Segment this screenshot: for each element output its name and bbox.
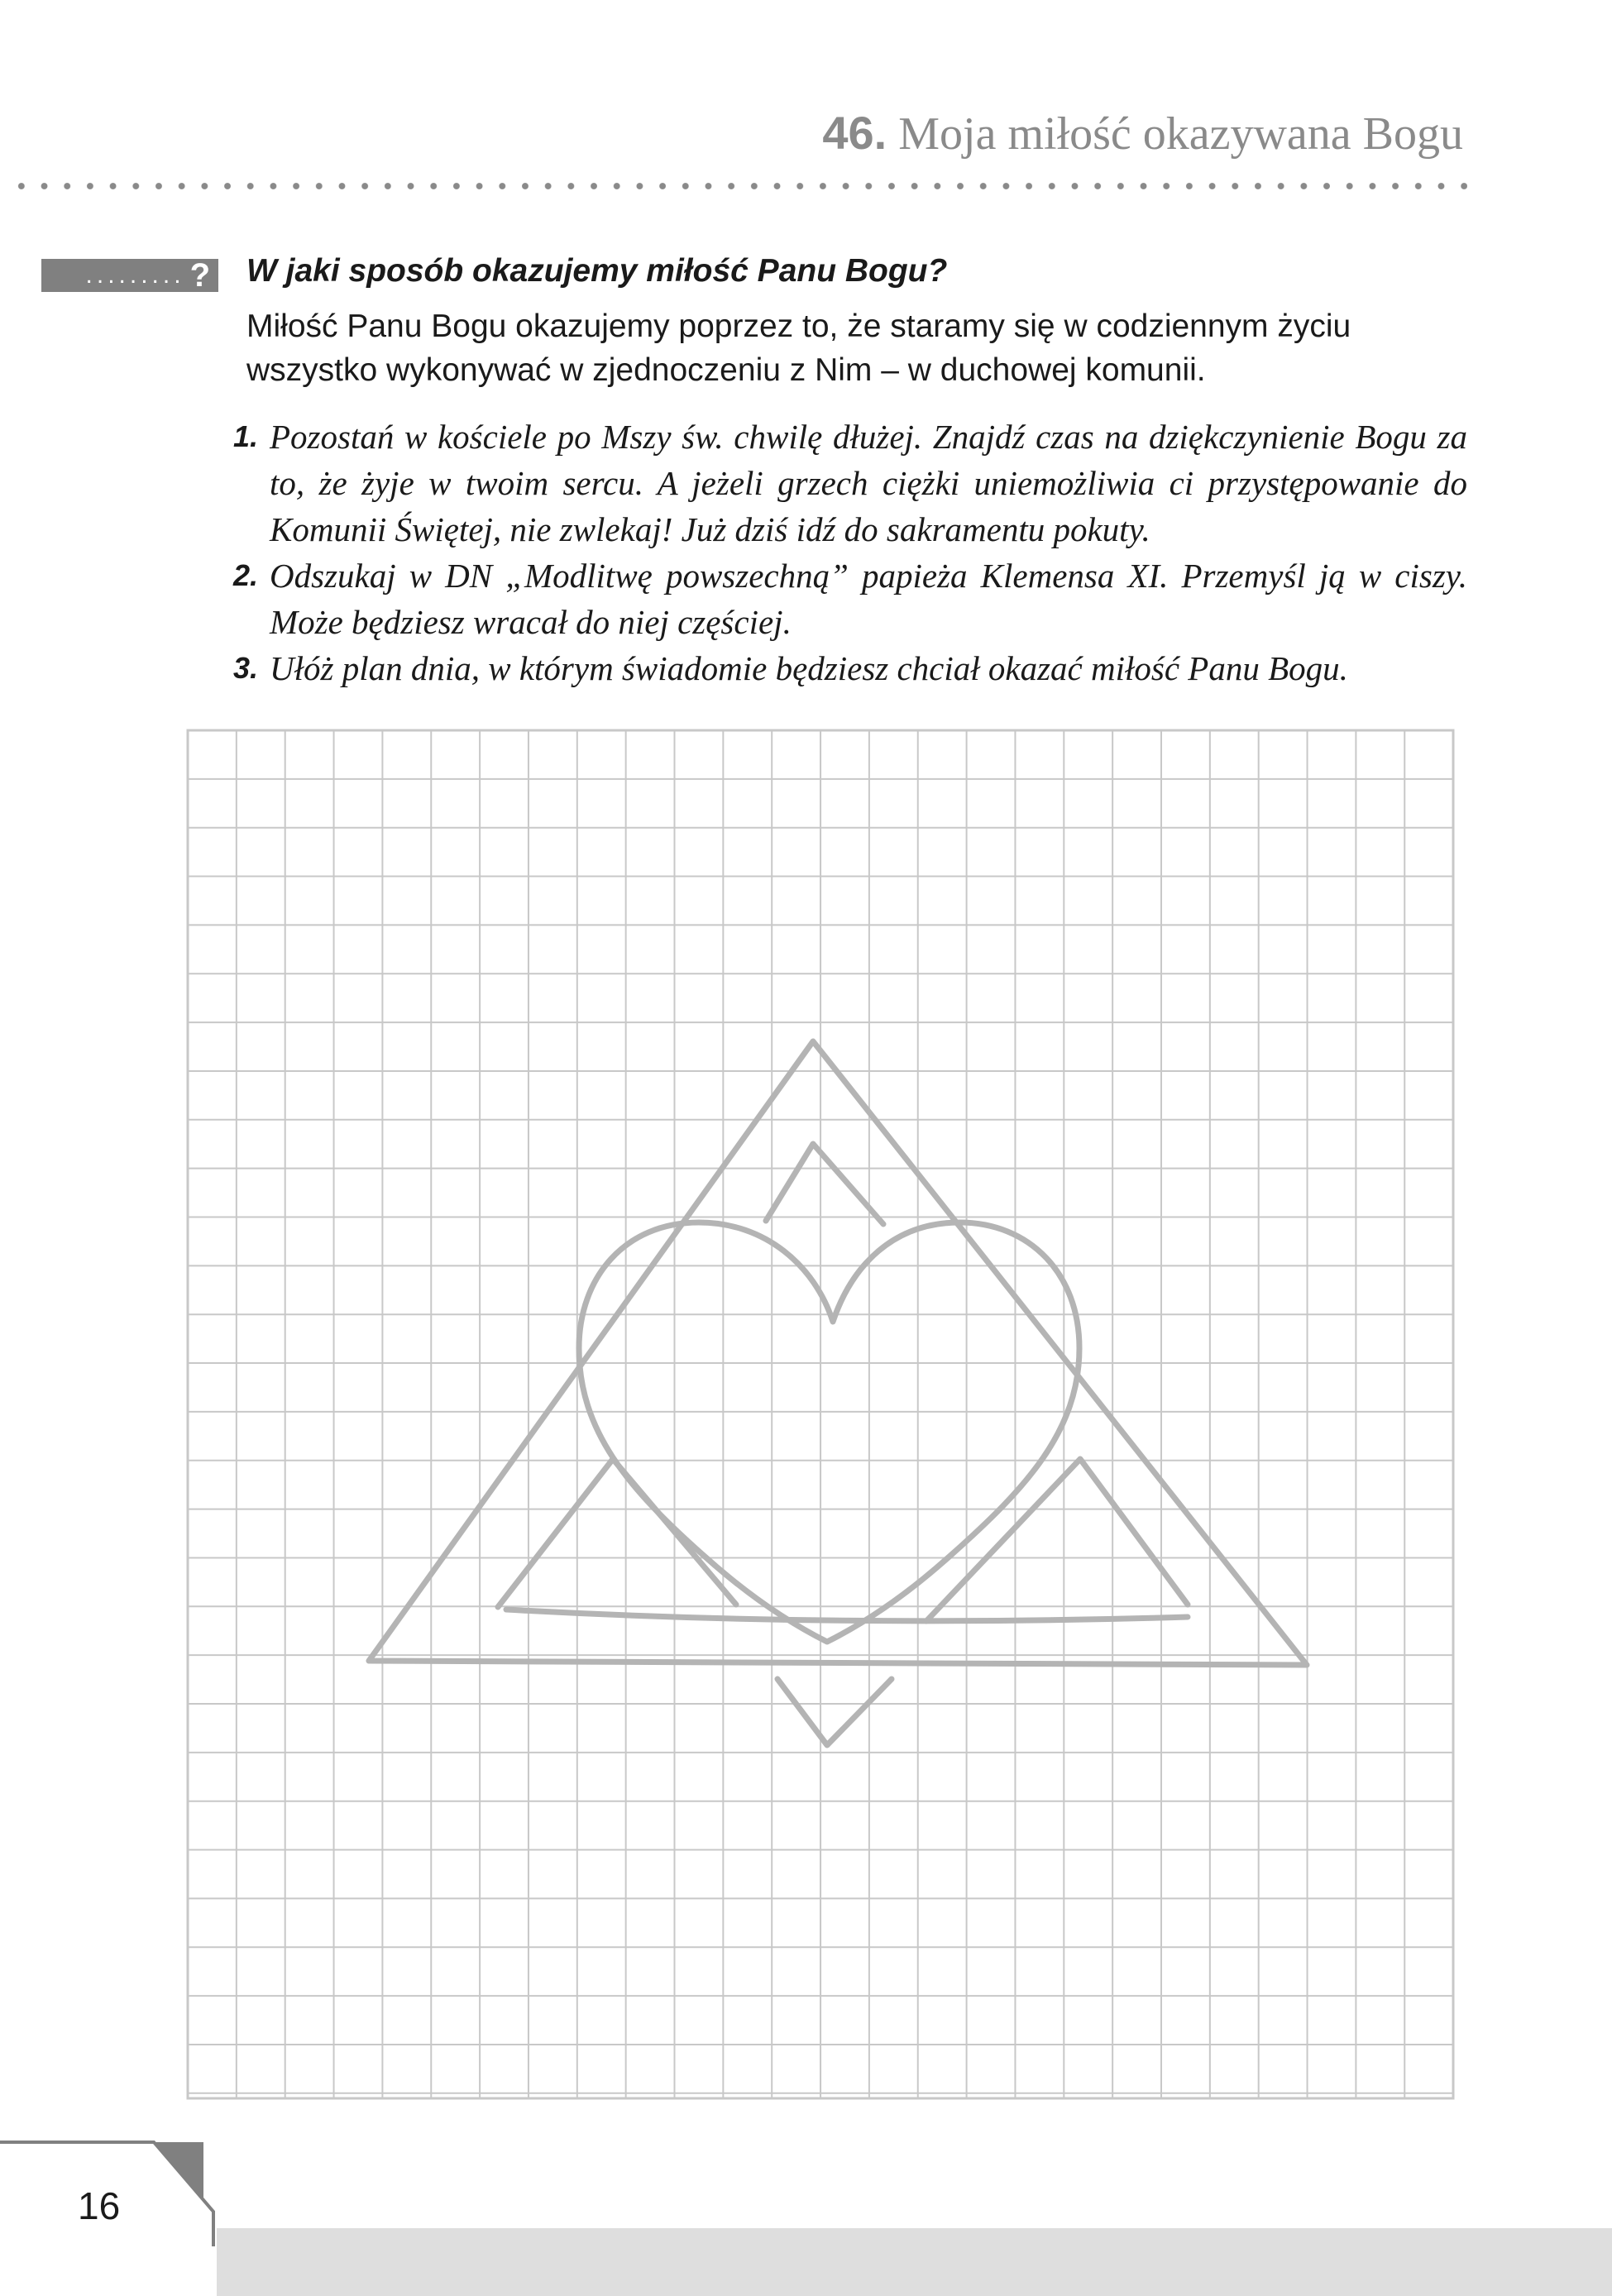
lesson-number: 46. [822, 107, 887, 159]
question-heading: W jaki sposób okazujemy miłość Panu Bogu? [246, 253, 948, 289]
task-text: Ułóż plan dnia, w którym świadomie będziesz chciał okazać miłość Panu Bogu. [270, 649, 1348, 687]
task-number: 2. [233, 558, 259, 592]
inner-peak-shape [766, 1144, 883, 1224]
task-number: 1. [233, 419, 259, 453]
grid-paper [188, 730, 1453, 2098]
lesson-title: Moja miłość okazywana Bogu [898, 108, 1463, 160]
question-badge-dots: ......... [85, 261, 185, 289]
inner-base-line [506, 1610, 1188, 1621]
task-number: 3. [233, 651, 259, 685]
page-number: 16 [78, 2184, 121, 2227]
bottom-triangle-shape [777, 1679, 892, 1745]
footer-bar [217, 2228, 1612, 2296]
question-mark-icon: ? [189, 257, 210, 294]
heart-in-triangle-drawing [369, 1041, 1307, 1745]
answer-text: Miłość Panu Bogu okazujemy poprzez to, że staramy się w codziennym życiu wszystko wykonywać w zjednoczeniu z Nim – w duchowej komunii. [246, 309, 1351, 388]
left-inner-triangle-shape [498, 1459, 736, 1607]
task-text: Pozostań w kościele po Mszy św. chwilę dłużej. Znajdź czas na dziękczynienie Bogu za to, że żyje w twoim sercu. A jeżeli grzech ciężki uniemożliwia ci przystępowanie do Komunii Świętej, nie zwlekaj! Już dziś idź do sakramentu pokuty. [270, 418, 1467, 548]
task-text: Odszukaj w DN „Modlitwę powszechną” papieża Klemensa XI. Przemyśl ją w ciszy. Może będziesz wracał do niej częściej. [270, 557, 1467, 641]
